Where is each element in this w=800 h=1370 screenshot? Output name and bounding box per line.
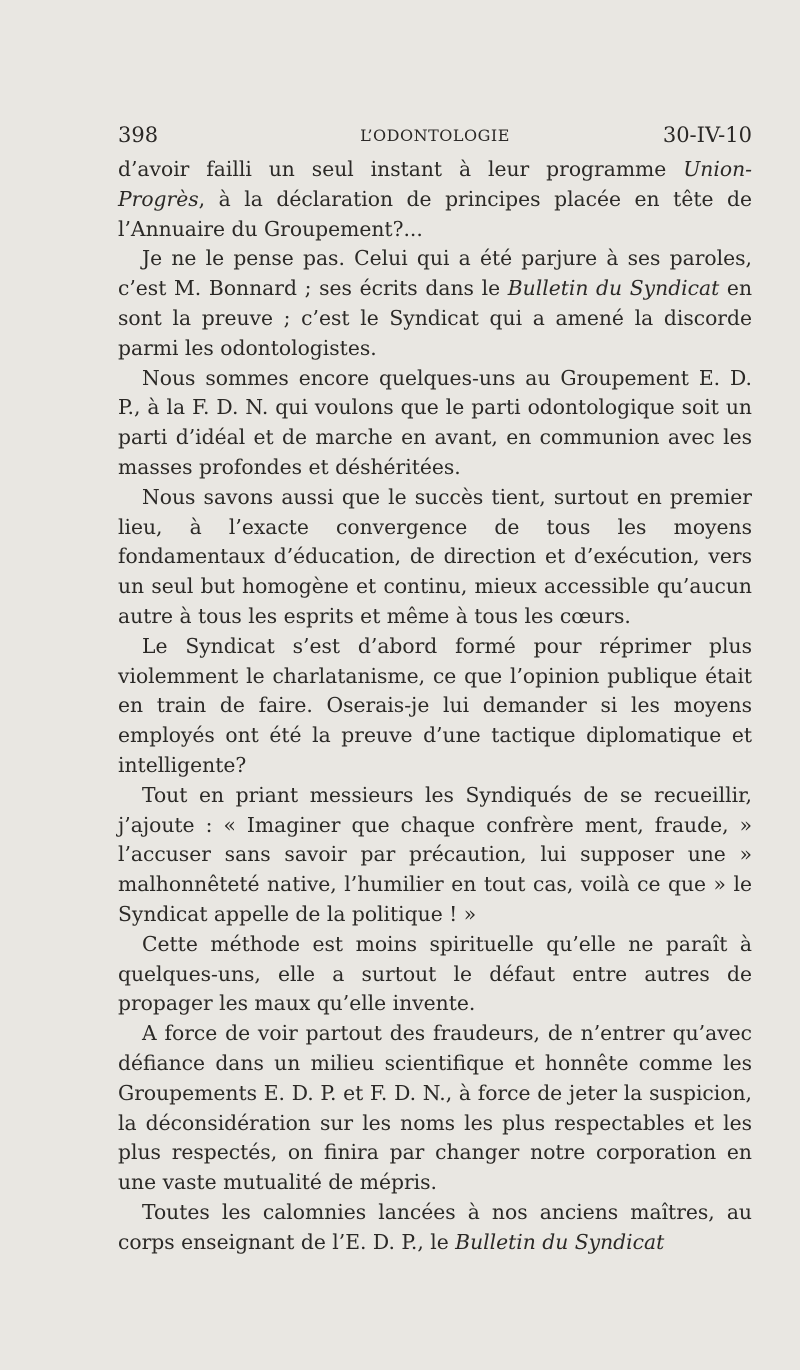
issue-date: 30-IV-10: [662, 123, 752, 147]
text-segment: d’avoir failli un seul instant à leur programme: [118, 157, 684, 181]
page-number: 398: [118, 123, 159, 147]
italic-text-segment: Bulletin du Syndicat: [455, 1229, 665, 1254]
italic-text-segment: Union-Progrès: [118, 157, 752, 211]
text-segment: en sont la preuve ; c’est le Syndicat qui a amené la discorde parmi les odontologistes.: [118, 276, 753, 360]
italic-text-segment: Bulletin du Syndicat: [507, 276, 720, 301]
text-segment: Tout en priant messieurs les Syndiqués de se recueillir, j’ajoute : « Imaginer que chaque confrère ment, fraude, » l’accuser sans savoir par précaution, lui supposer une » malhonnêteté native, l’humilier en tout cas, voilà ce que » le Syndicat appelle de la politique ! »: [118, 782, 752, 926]
paragraph: [118, 1198, 752, 1258]
body-text: [118, 155, 752, 1257]
paragraph: [118, 930, 752, 1019]
running-title: L’ODONTOLOGIE: [360, 126, 510, 145]
text-segment: Nous sommes encore quelques-uns au Groupement E. D. P., à la F. D. N. qui voulons que le parti odontologique soit un parti d’idéal et de marche en avant, en communion avec les masses profondes et déshéritées.: [118, 365, 752, 479]
paragraph: [118, 1019, 752, 1198]
paragraph: [118, 155, 752, 244]
text-segment: , à la déclaration de principes placée en tête de l’Annuaire du Groupement?...: [118, 186, 752, 241]
paragraph: [118, 781, 752, 930]
text-segment: Nous savons aussi que le succès tient, surtout en premier lieu, à l’exacte convergence de tous les moyens fondamentaux d’éducation, de direction et d’exécution, vers un seul but homogène et continu, mieux accessible qu’aucun autre à tous les esprits et même à tous les cœurs.: [118, 484, 752, 628]
paragraph: [118, 483, 752, 632]
paragraph: [118, 364, 752, 483]
text-segment: Toutes les calomnies lancées à nos anciens maîtres, au corps enseignant de l’E. D. P., le: [118, 1199, 752, 1254]
text-segment: A force de voir partout des fraudeurs, de n’entrer qu’avec défiance dans un milieu scientifique et honnête comme les Groupements E. D. P. et F. D. N., à force de jeter la suspicion, la déconsidération sur les noms les plus respectables et les plus respectés, on finira par changer notre corporation en une vaste mutualité de mépris.: [118, 1021, 752, 1195]
running-header: [118, 123, 752, 149]
paragraph: [118, 244, 752, 363]
paragraph: [118, 632, 752, 781]
text-segment: Le Syndicat s’est d’abord formé pour réprimer plus violemment le charlatanisme, ce que l’opinion publique était en train de faire. Oserais-je lui demander si les moyens employés ont été la preuve d’une tactique diplomatique et intelligente?: [118, 633, 752, 777]
text-segment: Je ne le pense pas. Celui qui a été parjure à ses paroles, c’est M. Bonnard ; ses écrits dans le: [118, 246, 752, 301]
text-segment: Cette méthode est moins spirituelle qu’elle ne paraît à quelques-uns, elle a surtout le défaut entre autres de propager les maux qu’elle invente.: [118, 931, 752, 1016]
